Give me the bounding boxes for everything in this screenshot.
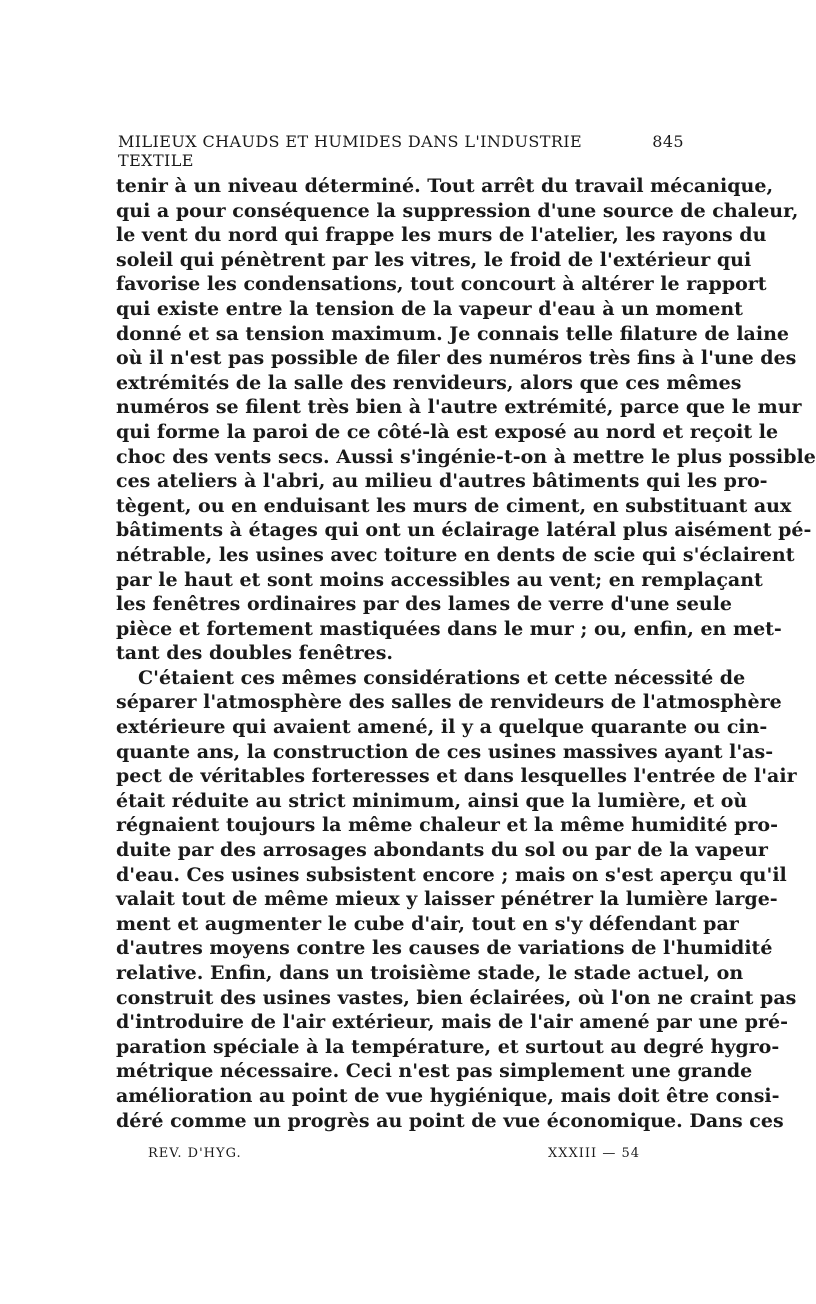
- text-line: régnaient toujours la même chaleur et la même humidité pro-: [116, 814, 778, 837]
- text-line: nétrable, les usines avec toiture en dents de scie qui s'éclairent: [116, 543, 795, 566]
- running-title: MILIEUX CHAUDS ET HUMIDES DANS L'INDUSTRIE TEXTILE: [118, 132, 583, 170]
- text-line: le vent du nord qui frappe les murs de l'atelier, les rayons du: [116, 224, 767, 247]
- text-line: pect de véritables forteresses et dans lesquelles l'entrée de l'air: [116, 765, 797, 788]
- text-line: qui a pour conséquence la suppression d'une source de chaleur,: [116, 199, 799, 222]
- body-text: [116, 174, 816, 1133]
- text-line: pièce et fortement mastiquées dans le mur ; ou, enfin, en met-: [116, 617, 782, 640]
- text-line: amélioration au point de vue hygiénique, mais doit être consi-: [116, 1084, 780, 1107]
- text-line: tègent, ou en enduisant les murs de ciment, en substituant aux: [116, 494, 792, 517]
- text-line: était réduite au strict minimum, ainsi que la lumière, et où: [116, 789, 748, 812]
- text-line: tant des doubles fenêtres.: [116, 642, 394, 665]
- text-line: qui forme la paroi de ce côté-là est exposé au nord et reçoit le: [116, 420, 779, 443]
- text-line: d'introduire de l'air extérieur, mais de l'air amené par une pré-: [116, 1011, 789, 1034]
- text-line: ces ateliers à l'abri, au milieu d'autres bâtiments qui les pro-: [116, 470, 768, 493]
- text-line: paration spéciale à la température, et surtout au degré hygro-: [116, 1035, 780, 1058]
- running-header: [118, 132, 684, 170]
- journal-abbrev: REV. D'HYG.: [148, 1146, 242, 1161]
- text-line: extrémités de la salle des renvideurs, alors que ces mêmes: [116, 371, 742, 394]
- text-line: numéros se filent très bien à l'autre extrémité, parce que le mur: [116, 396, 802, 419]
- text-line: soleil qui pénètrent par les vitres, le froid de l'extérieur qui: [116, 248, 752, 271]
- text-line: ment et augmenter le cube d'air, tout en s'y défendant par: [116, 912, 739, 935]
- text-line: valait tout de même mieux y laisser pénétrer la lumière large-: [116, 888, 778, 911]
- text-line: d'autres moyens contre les causes de variations de l'humidité: [116, 937, 773, 960]
- text-line: duite par des arrosages abondants du sol ou par de la vapeur: [116, 839, 768, 862]
- text-line: quante ans, la construction de ces usines massives ayant l'as-: [116, 740, 774, 763]
- text-line: où il n'est pas possible de filer des numéros très fins à l'une des: [116, 347, 797, 370]
- text-line: les fenêtres ordinaires par des lames de verre d'une seule: [116, 593, 733, 616]
- text-line: tenir à un niveau déterminé. Tout arrêt du travail mécanique,: [116, 175, 774, 197]
- text-line: relative. Enfin, dans un troisième stade, le stade actuel, on: [116, 962, 744, 984]
- text-line: bâtiments à étages qui ont un éclairage latéral plus aisément pé-: [116, 519, 812, 542]
- text-line: extérieure qui avaient amené, il y a quelque quarante ou cin-: [116, 716, 768, 739]
- paragraph-1: [116, 174, 816, 666]
- text-line: séparer l'atmosphère des salles de renvideurs de l'atmosphère: [116, 691, 782, 714]
- page-footer: [148, 1146, 640, 1161]
- signature-mark: XXXIII — 54: [548, 1146, 640, 1161]
- text-line: d'eau. Ces usines subsistent encore ; mais on s'est aperçu qu'il: [116, 863, 787, 886]
- paragraph-2: [116, 666, 797, 1133]
- text-line: métrique nécessaire. Ceci n'est pas simplement une grande: [116, 1060, 753, 1083]
- text-line: donné et sa tension maximum. Je connais telle filature de laine: [116, 322, 789, 345]
- text-line: qui existe entre la tension de la vapeur d'eau à un moment: [116, 297, 743, 320]
- text-line: déré comme un progrès au point de vue économique. Dans ces: [116, 1109, 784, 1132]
- text-line: construit des usines vastes, bien éclairées, où l'on ne craint pas: [116, 986, 797, 1009]
- page-number: 845: [652, 132, 684, 151]
- text-line: favorise les condensations, tout concourt à altérer le rapport: [116, 273, 767, 296]
- text-line: choc des vents secs. Aussi s'ingénie-t-on à mettre le plus possible: [116, 445, 816, 468]
- text-line: C'étaient ces mêmes considérations et cette nécessité de: [138, 666, 746, 689]
- text-line: par le haut et sont moins accessibles au vent; en remplaçant: [116, 568, 763, 591]
